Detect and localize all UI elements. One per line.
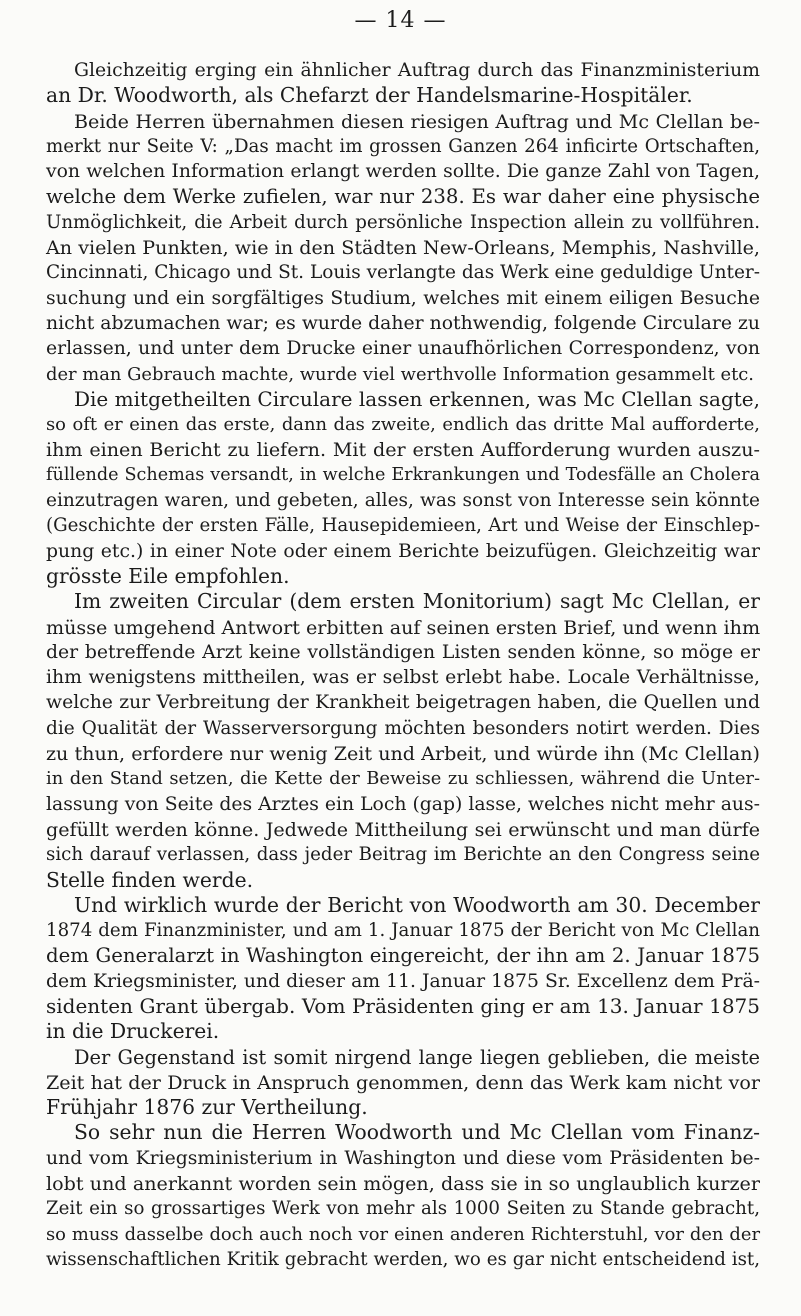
text-line: müsse umgehend Antwort erbitten auf seinen ersten Brief, und wenn ihm	[46, 615, 761, 639]
text-line: merkt nur Seite V: „Das macht im grossen Ganzen 264 inficirte Ortschaften,	[46, 135, 760, 157]
text-line: suchung und ein sorgfältiges Studium, welches mit einem eiligen Besuche	[46, 287, 760, 309]
text-line: füllende Schemas versandt, in welche Erkrankungen und Todesfälle an Cholera	[46, 464, 760, 485]
text-line: Gleichzeitig erging ein ähnlicher Auftrag durch das Finanzministerium	[74, 60, 760, 81]
text-line: Cincinnati, Chicago und St. Louis verlangte das Werk eine geduldige Unter-	[46, 262, 760, 284]
text-line: so muss dasselbe doch auch noch vor einen anderen Richterstuhl, vor den der	[46, 1223, 760, 1245]
text-line: in die Druckerei.	[46, 1019, 220, 1044]
text-line: Im zweiten Circular (dem ersten Monitorium) sagt Mc Clellan, er	[74, 589, 760, 614]
page-number: — 14 —	[354, 8, 447, 33]
text-line: zu thun, erfordere nur wenig Zeit und Arbeit, und würde ihn (Mc Clellan)	[46, 742, 760, 766]
text-line: welche dem Werke zufielen, war nur 238. Es war daher eine physische	[46, 185, 760, 209]
text-line: die Qualität der Wasserversorgung möchten besonders notirt werden. Dies	[46, 717, 760, 739]
text-line: ihm wenigstens mittheilen, was er selbst erlebt habe. Locale Verhältnisse,	[46, 667, 760, 689]
text-line: erlassen, und unter dem Drucke einer unaufhörlichen Correspondenz, von	[46, 338, 760, 360]
text-line: so oft er einen das erste, dann das zweite, endlich das dritte Mal aufforderte,	[46, 414, 760, 436]
text-line: sich darauf verlassen, dass jeder Beitrag im Berichte an den Congress seine	[46, 844, 760, 866]
text-line: wissenschaftlichen Kritik gebracht werden, wo es gar nicht entscheidend ist,	[46, 1248, 760, 1270]
text-line: Unmöglichkeit, die Arbeit durch persönliche Inspection allein zu vollführen.	[46, 211, 760, 233]
text-line: Frühjahr 1876 zur Vertheilung.	[46, 1095, 368, 1120]
text-line: in den Stand setzen, die Kette der Beweise zu schliessen, während die Unter-	[46, 768, 760, 790]
text-line: an Dr. Woodworth, als Chefarzt der Handelsmarine-Hospitäler.	[46, 83, 693, 108]
text-line: dem Kriegsminister, und dieser am 11. Januar 1875 Sr. Excellenz dem Prä-	[46, 970, 760, 992]
text-line: Der Gegenstand ist somit nirgend lange liegen geblieben, die meiste	[74, 1045, 760, 1069]
text-line: gefüllt werden könne. Jedwede Mittheilung sei erwünscht und man dürfe	[46, 817, 760, 841]
text-line: nicht abzumachen war; es wurde daher nothwendig, folgende Circulare zu	[46, 312, 760, 334]
text-line: Beide Herren übernahmen diesen riesigen Auftrag und Mc Clellan be-	[74, 109, 760, 133]
text-line: Die mitgetheilten Circulare lassen erkennen, was Mc Clellan sagte,	[74, 386, 760, 411]
text-line: der betreffende Arzt keine vollständigen Listen senden könne, so möge er	[46, 641, 760, 663]
text-line: welche zur Verbreitung der Krankheit beigetragen haben, die Quellen und	[46, 692, 760, 714]
text-line: lobt und anerkannt worden sein mögen, dass sie in so unglaublich kurzer	[46, 1172, 760, 1196]
text-line: der man Gebrauch machte, wurde viel werthvolle Information gesammelt etc.	[46, 363, 754, 385]
text-line: sidenten Grant übergab. Vom Präsidenten ging er am 13. Januar 1875	[46, 993, 760, 1018]
text-line: Stelle finden werde.	[46, 867, 254, 892]
text-line: An vielen Punkten, wie in den Städten New-Orleans, Memphis, Nashville,	[46, 236, 760, 260]
text-line: grösste Eile empfohlen.	[46, 563, 290, 588]
text-line: So sehr nun die Herren Woodworth und Mc Clellan vom Finanz-	[74, 1120, 760, 1145]
text-line: (Geschichte der ersten Fälle, Hausepidemieen, Art und Weise der Einschlep-	[46, 515, 760, 537]
text-line: ihm einen Bericht zu liefern. Mit der ersten Aufforderung wurden auszu-	[46, 438, 760, 462]
text-line: 1874 dem Finanzminister, und am 1. Januar 1875 der Bericht von Mc Clellan	[46, 920, 760, 942]
text-line: von welchen Information erlangt werden sollte. Die ganze Zahl von Tagen,	[46, 161, 760, 183]
text-line: Zeit hat der Druck in Anspruch genommen, denn das Werk kam nicht vor	[46, 1070, 760, 1094]
body-text	[46, 58, 760, 1272]
text-line: und vom Kriegsministerium in Washington und diese vom Präsidenten be-	[46, 1147, 760, 1169]
text-line: pung etc.) in einer Note oder einem Berichte beizufügen. Gleichzeitig war	[46, 540, 760, 562]
text-line: einzutragen waren, und gebeten, alles, was sonst von Interesse sein könnte	[46, 490, 760, 512]
text-line: dem Generalarzt in Washington eingereicht, der ihn am 2. Januar 1875	[46, 944, 760, 968]
text-line: Zeit ein so grossartiges Werk von mehr als 1000 Seiten zu Stande gebracht,	[46, 1198, 760, 1220]
text-line: lassung von Seite des Arztes ein Loch (gap) lasse, welches nicht mehr aus-	[46, 793, 760, 815]
text-line: Und wirklich wurde der Bericht von Woodworth am 30. December	[74, 892, 760, 917]
